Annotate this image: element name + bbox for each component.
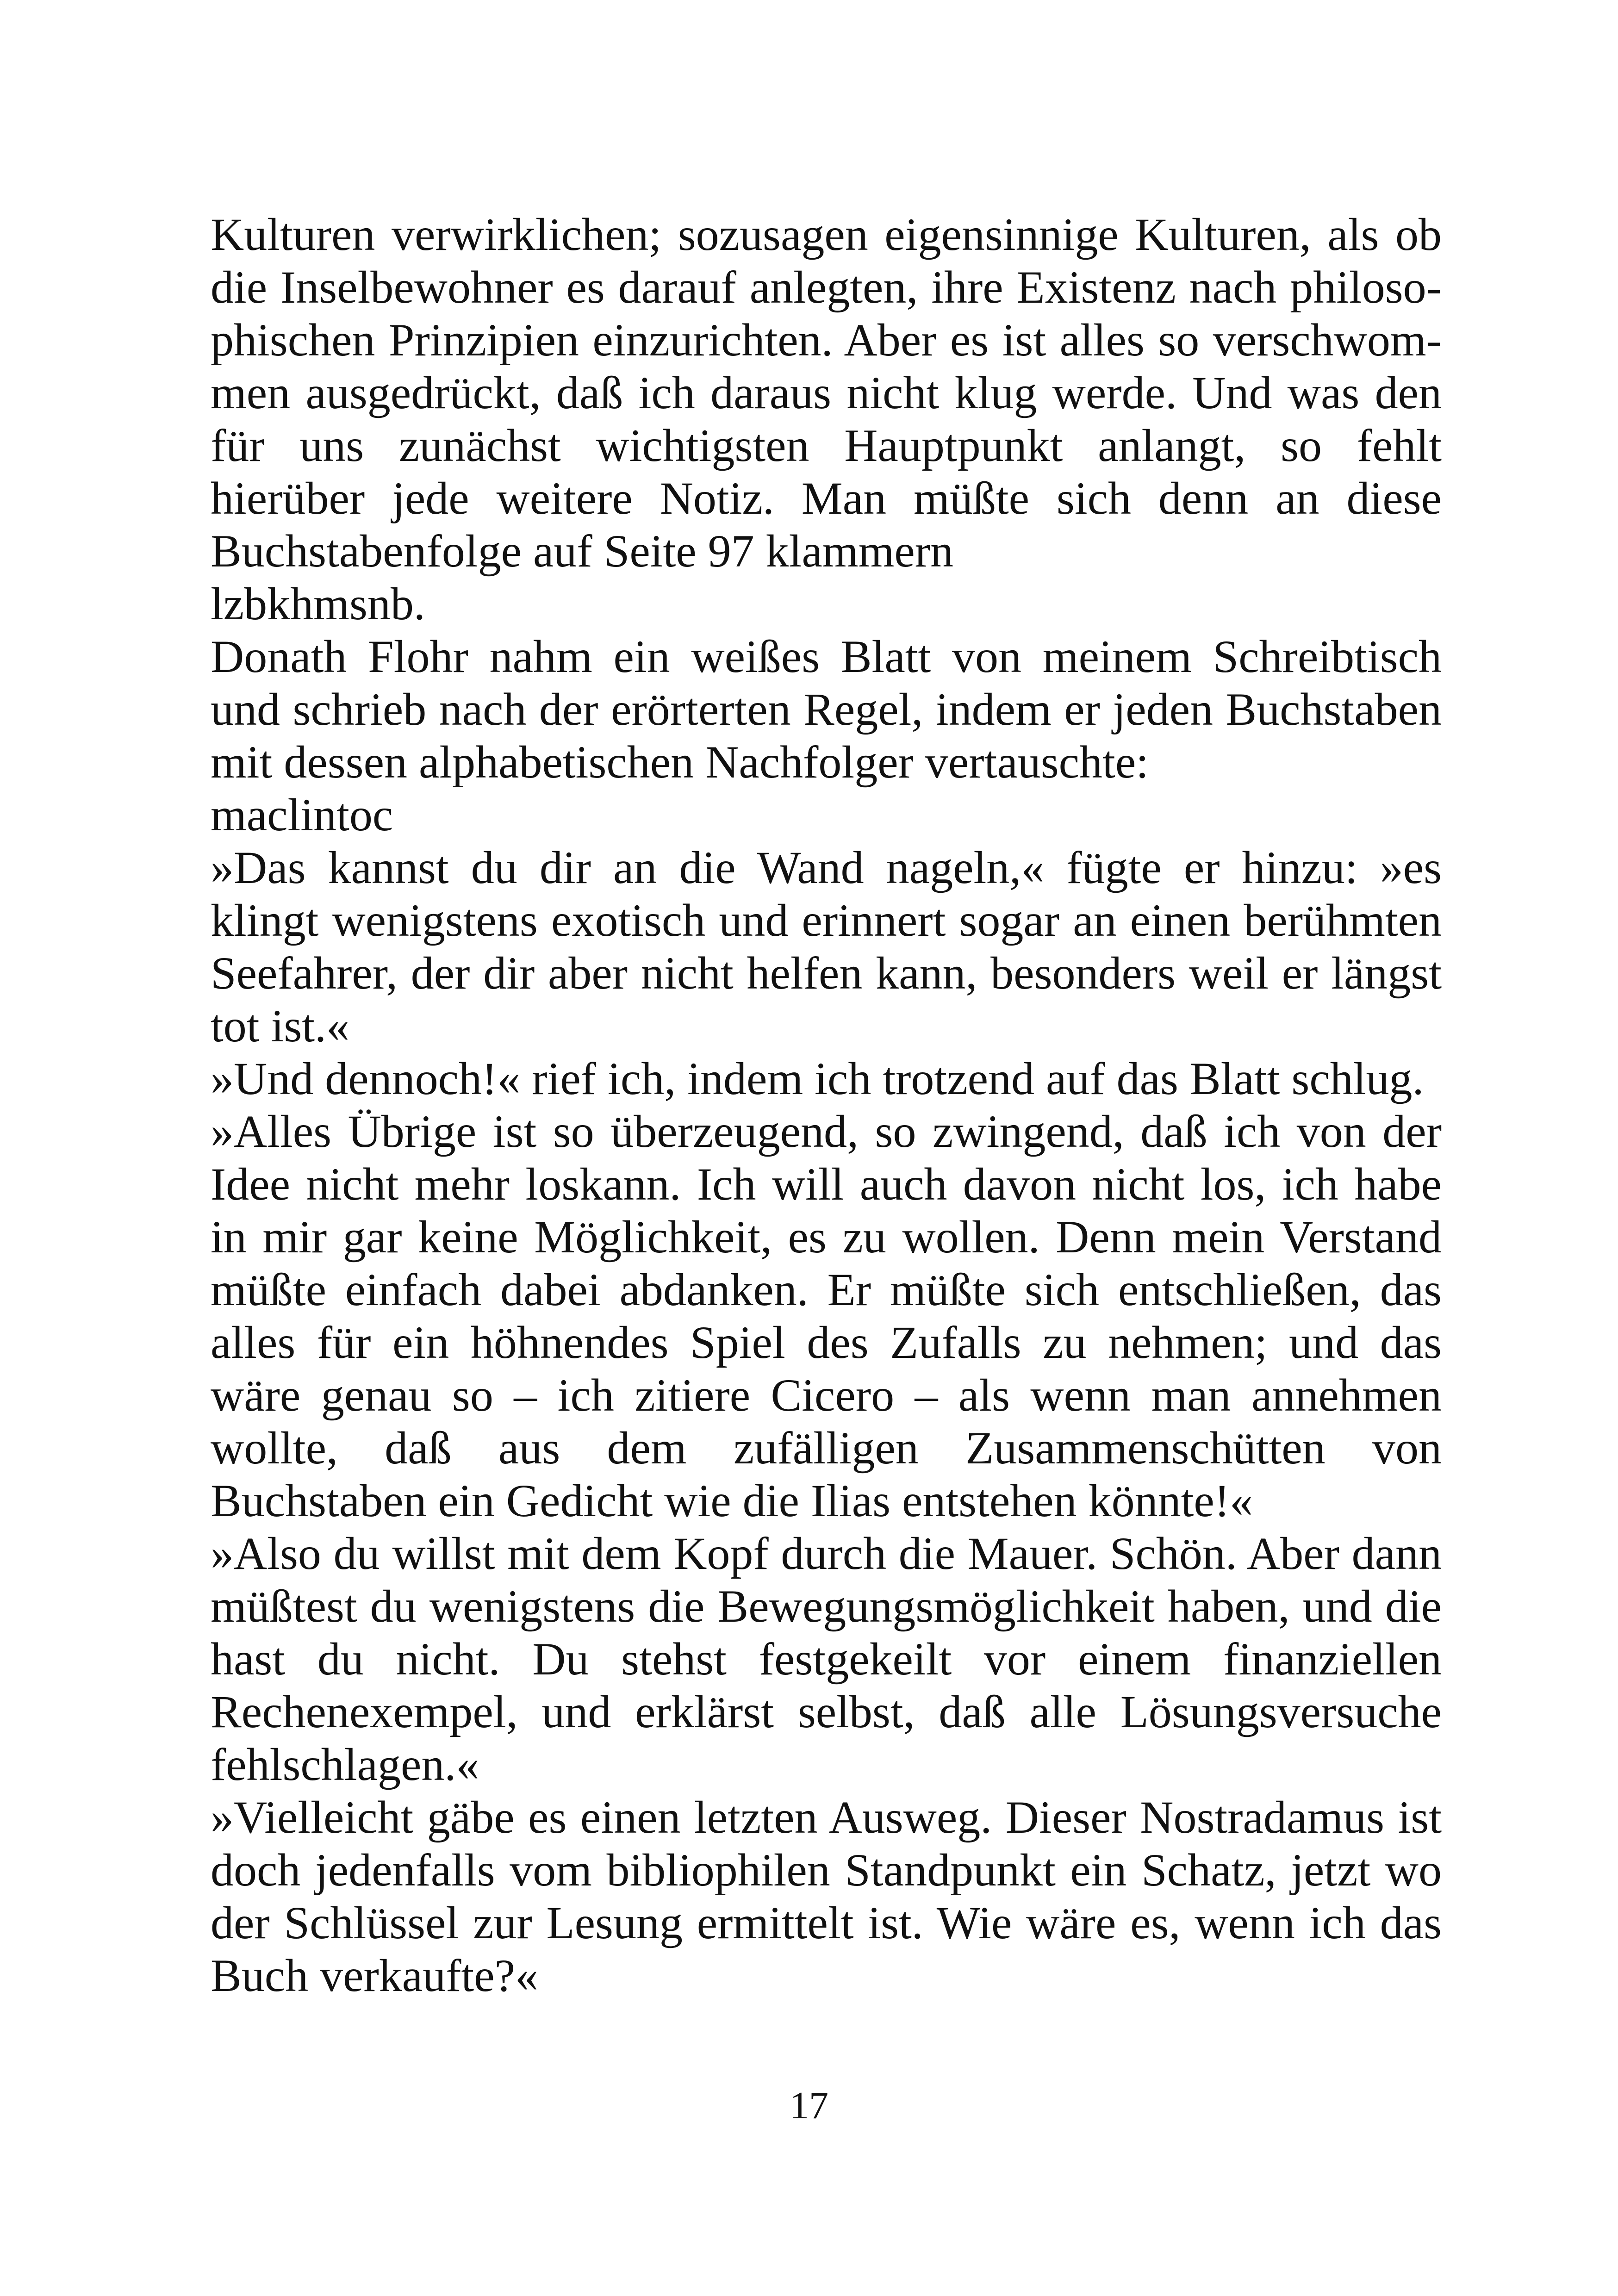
paragraph-dennoch: »Und dennoch!« rief ich, indem ich trotzend auf das Blatt schlug. bbox=[211, 1053, 1424, 1104]
page-number: 17 bbox=[790, 2084, 828, 2127]
paragraph-ausweg: »Vielleicht gäbe es einen letzten Ausweg. Dieser Nostradamus ist doch jedenfalls vom bibliophilen Standpunkt ein Schatz, jetzt wo der Schlüssel zur Lesung ermittelt ist. Wie wäre es, wenn ich das Buch verkaufte?« bbox=[211, 1792, 1442, 2001]
paragraph-cultures: Kulturen verwirklichen; sozusagen eigensinnige Kulturen, als ob die Inselbewohner es darauf anlegten, ihre Existenz nach philosophischen Prinzipien einzurichten. Aber es ist alles so verschwommen ausgedrückt, daß ich daraus nicht klug werde. Und was den für uns zunächst wichtigsten Hauptpunkt anlangt, so fehlt hierüber jede weitere Notiz. Man müßte sich denn an diese Buchstabenfolge auf Seite 97 klammern bbox=[211, 209, 1442, 577]
cipher-line: lzbkhmsnb. bbox=[211, 578, 425, 629]
paragraph-mauer: »Also du willst mit dem Kopf durch die Mauer. Schön. Aber dann müßtest du wenigstens die Bewegungsmöglichkeit haben, und die hast du nicht. Du stehst festgekeilt vor einem finanziellen Rechenexempel, und erklärst selbst, daß alle Lösungsversuche fehlschlagen.« bbox=[211, 1528, 1442, 1790]
paragraph-uebrige: »Alles Übrige ist so überzeugend, so zwingend, daß ich von der Idee nicht mehr loskann. Ich will auch davon nicht los, ich habe in mir gar keine Möglichkeit, es zu wollen. Denn mein Verstand müßte einfach dabei abdanken. Er müßte sich entschließen, das alles für ein höhnendes Spiel des Zufalls zu nehmen; und das wäre genau so – ich zitiere Cicero – als wenn man annehmen wollte, daß aus dem zufälligen Zusammenschütten von Buchstaben ein Gedicht wie die Ilias entstehen könnte!« bbox=[211, 1106, 1442, 1526]
body-text bbox=[211, 208, 1442, 2002]
decoded-line: maclintoc bbox=[211, 789, 393, 840]
paragraph-flohr: Donath Flohr nahm ein weißes Blatt von meinem Schreibtisch und schrieb nach der erörterten Regel, indem er jeden Buchstaben mit dessen alphabetischen Nachfolger vertauschte: bbox=[211, 631, 1442, 788]
paragraph-wand: »Das kannst du dir an die Wand nageln,« fügte er hinzu: »es klingt wenigstens exotisch und erinnert sogar an einen berühmten Seefahrer, der dir aber nicht helfen kann, besonders weil er längst tot ist.« bbox=[211, 842, 1442, 1052]
